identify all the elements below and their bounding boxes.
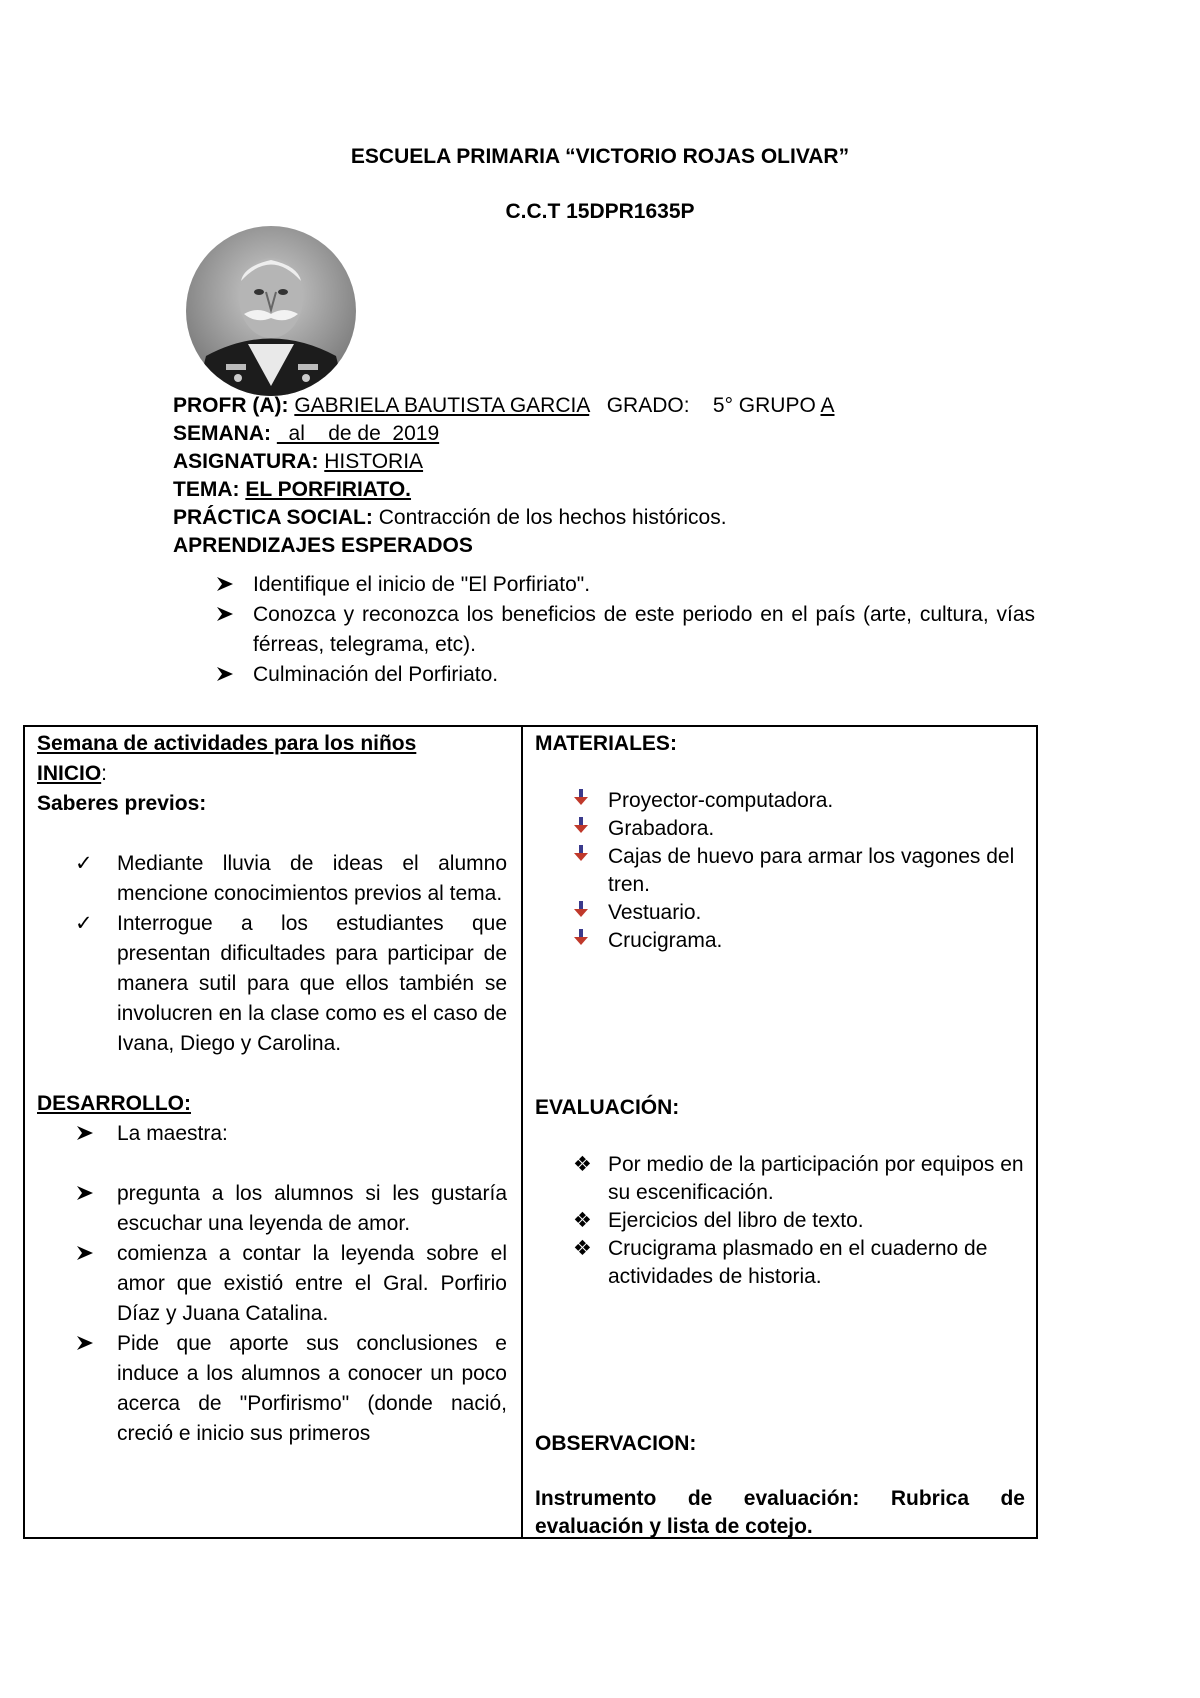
arrow-bullet-icon <box>75 1119 95 1149</box>
aprendizajes-heading: APRENDIZAJES ESPERADOS <box>173 534 473 557</box>
tema-value: EL PORFIRIATO. <box>245 478 412 501</box>
list-item: ❖ Crucigrama plasmado en el cuaderno de actividades de historia. <box>573 1237 988 1288</box>
activities-column: Semana de actividades para los niños INICIO: Saberes previos: ✓ Mediante lluvia de ideas el alumno mencione conocimientos previos al tema. ✓ Interrogue a los estudiantes que presentan dificultades para participar de manera sutil para que ellos también se involucren en la clase como es el caso de Ivana, Diego y Carolina. DESARROLLO: La maestra: pregunta a los alumnos si les gustaría escuchar una leyenda de amor. comienza a contar la leyenda sobre el amor que existió entre el Gral. Porfirio Díaz y Juana Catalina. Pide que aporte sus conclusiones e induce a los alumnos a conocer un poco acerca de "Porfirismo" (donde nació, creció e inicio sus primeros <box>37 727 507 1449</box>
aprendizajes-list <box>215 570 1035 690</box>
list-item: Conozca y reconozca los beneficios de este periodo en el país (arte, cultura, vías férreas, telegrama, etc). <box>215 600 1035 660</box>
profr-label: PROFR (A): <box>173 394 295 417</box>
asignatura-line <box>173 448 1053 476</box>
instrumento-text: Instrumento de evaluación: Rubrica de evaluación y lista de cotejo. <box>535 1487 1025 1538</box>
list-item: comienza a contar la leyenda sobre el amor que existió entre el Gral. Porfirio Díaz y Juana Catalina. <box>75 1239 507 1329</box>
list-item: ✓ Interrogue a los estudiantes que presentan dificultades para participar de manera sutil para que ellos también se involucren en la clase como es el caso de Ivana, Diego y Carolina. <box>75 909 507 1059</box>
observacion-label: OBSERVACION: <box>535 1432 697 1455</box>
arrow-bullet-icon <box>215 570 235 600</box>
column-divider <box>521 727 523 1537</box>
arrow-bullet-icon <box>75 1329 95 1359</box>
list-item: Cajas de huevo para armar los vagones del tren. <box>535 843 1025 899</box>
down-arrow-bullet-icon <box>573 787 589 815</box>
check-icon: ✓ <box>75 852 93 875</box>
down-arrow-bullet-icon <box>573 899 589 927</box>
arrow-bullet-icon <box>75 1239 95 1269</box>
diamond-bullet-icon: ❖ <box>573 1237 592 1260</box>
practica-label: PRÁCTICA SOCIAL: <box>173 506 379 529</box>
materiales-label: MATERIALES: <box>535 732 677 755</box>
list-item: Vestuario. <box>535 899 1025 927</box>
list-item: Proyector-computadora. <box>535 787 1025 815</box>
semana-label: SEMANA: <box>173 422 277 445</box>
grupo-value: A <box>820 394 835 417</box>
down-arrow-bullet-icon <box>573 927 589 955</box>
inicio-label: INICIO <box>37 762 102 785</box>
practica-line <box>173 504 1053 532</box>
resources-column <box>535 727 1025 1538</box>
arrow-bullet-icon <box>75 1179 95 1209</box>
list-item: Identifique el inicio de "El Porfiriato". <box>215 570 1035 600</box>
down-arrow-bullet-icon <box>573 815 589 843</box>
list-item: pregunta a los alumnos si les gustaría escuchar una leyenda de amor. <box>75 1179 507 1239</box>
list-item: La maestra: <box>75 1119 507 1149</box>
evaluacion-label: EVALUACIÓN: <box>535 1096 680 1119</box>
arrow-bullet-icon <box>215 600 235 630</box>
diamond-bullet-icon: ❖ <box>573 1209 592 1232</box>
grado-label: GRADO: 5° GRUPO <box>589 394 821 417</box>
list-item: Pide que aporte sus conclusiones e induce a los alumnos a conocer un poco acerca de "Porfirismo" (donde nació, creció e inicio sus primeros <box>75 1329 507 1449</box>
asignatura-value: HISTORIA <box>324 450 424 473</box>
tema-line <box>173 476 1053 504</box>
list-item: ✓ Mediante lluvia de ideas el alumno mencione conocimientos previos al tema. <box>75 849 507 909</box>
list-item: Crucigrama. <box>535 927 1025 955</box>
planning-table <box>23 725 1038 1539</box>
semana-line <box>173 420 1053 448</box>
list-item: Culminación del Porfiriato. <box>215 660 1035 690</box>
list-item: ❖ Ejercicios del libro de texto. <box>535 1207 1025 1235</box>
diamond-bullet-icon: ❖ <box>573 1153 592 1176</box>
saberes-label: Saberes previos: <box>37 792 207 815</box>
school-cct: C.C.T 15DPR1635P <box>505 200 695 223</box>
practica-value: Contracción de los hechos históricos. <box>378 506 727 529</box>
arrow-bullet-icon <box>215 660 235 690</box>
semana-value: al de de 2019 <box>276 422 440 445</box>
down-arrow-bullet-icon <box>573 843 589 871</box>
list-item: Grabadora. <box>535 815 1025 843</box>
asignatura-label: ASIGNATURA: <box>173 450 325 473</box>
tema-label: TEMA: <box>173 478 246 501</box>
list-item: ❖ Por medio de la participación por equipos en su escenificación. <box>573 1153 1024 1204</box>
check-icon: ✓ <box>75 912 93 935</box>
porfirio-diaz-portrait <box>186 226 356 396</box>
activities-heading: Semana de actividades para los niños <box>37 732 417 755</box>
teacher-line <box>173 392 1053 420</box>
profr-value: GABRIELA BAUTISTA GARCIA <box>294 394 590 417</box>
school-name: ESCUELA PRIMARIA “VICTORIO ROJAS OLIVAR” <box>350 145 850 168</box>
desarrollo-label: DESARROLLO: <box>37 1092 191 1115</box>
